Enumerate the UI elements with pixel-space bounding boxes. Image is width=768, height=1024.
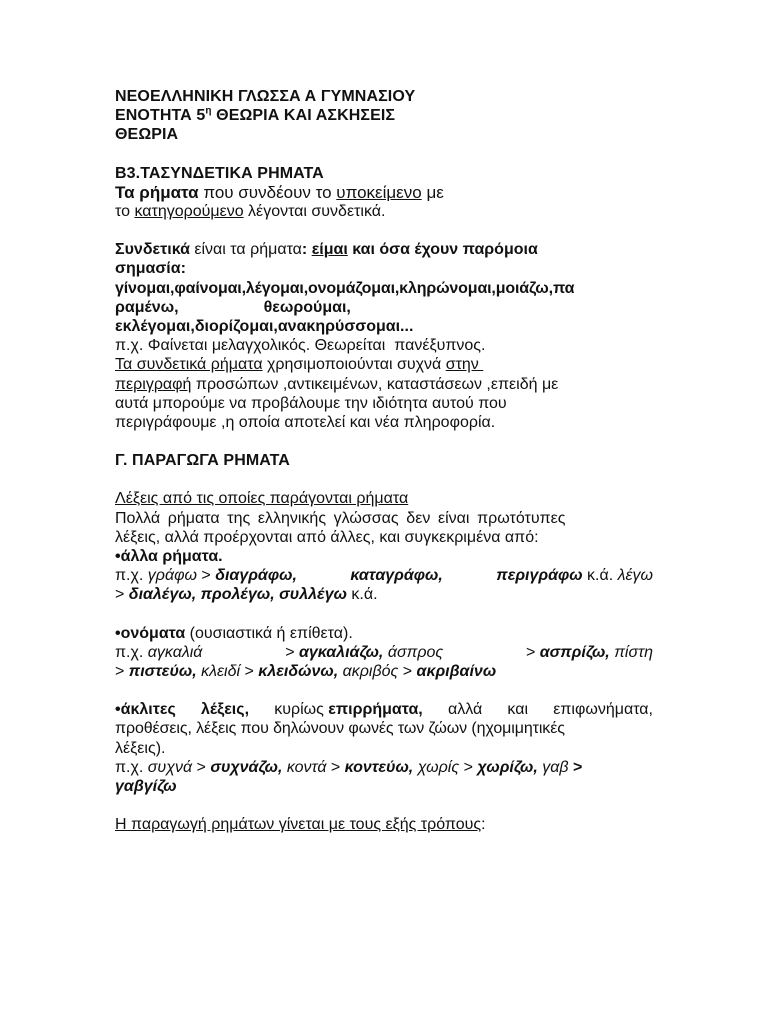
b3-term-description: περιγραφή	[115, 375, 192, 393]
g-example-group: π.χ. αγκαλιά	[115, 643, 203, 661]
g-example-group: περιγράφω κ.ά. λέγω	[496, 567, 653, 585]
b3-text: με	[421, 182, 444, 202]
g-intro-text: Πολλά ρήματα της ελληνικής γλώσσας δεν είναι πρωτότυπες	[115, 509, 566, 527]
g-bullet-indeclinable-example-1: π.χ. συχνά > συχνάζω, κοντά > κοντεύω, χωρίς > χωρίζω, γαβ >	[115, 758, 583, 776]
b3-text-bold: και όσα έχουν παρόμοια	[347, 241, 538, 259]
g-bullet-indeclinable: •άκλιτες λέξεις, κυρίως επιρρήματα, αλλά και επιφωνήματα,	[115, 701, 653, 719]
g-closing: Η παραγωγή ρημάτων γίνεται με τους εξής τρόπους:	[115, 816, 486, 834]
b3-text: χρησιμοποιούνται συχνά	[262, 356, 446, 374]
b3-example: π.χ. Φαίνεται μελαγχολικός. Θεωρείται πανέξυπνος.	[115, 337, 486, 355]
b3-term-copular-verbs: Τα συνδετικά ρήματα	[115, 356, 263, 374]
g-bullet-indeclinable-example-2: γαβγίζω	[115, 778, 177, 796]
section-b3-title: Β3.ΤΑΣΥΝΔΕΤΙΚΑ ΡΗΜΑΤΑ	[115, 164, 324, 182]
b3-term-verbs: Τα ρήματα	[115, 182, 199, 202]
b3-usage-4: περιγράφουμε ,η οποία αποτελεί και νέα πληροφορία.	[115, 414, 496, 432]
g-example-group: > αγκαλιάζω, άσπρος	[285, 643, 444, 661]
g-example-word: καταγράφω,	[350, 567, 443, 585]
b3-term-subject: υποκείμενο	[336, 182, 422, 202]
g-bullet-indeclinable-2: προθέσεις, λέξεις που δηλώνουν φωνές των ζώων (ηχομιμητικές	[115, 720, 565, 738]
g-intro-1	[115, 509, 653, 528]
b3-usage-1	[115, 355, 653, 374]
g-bullet-verbs: •άλλα ρήματα.	[115, 548, 223, 566]
b3-text: που συνδέουν το	[198, 182, 337, 202]
b3-paragraph-2	[115, 202, 653, 221]
b3-term-eimai: είμαι	[311, 241, 348, 259]
b3-verb: θεωρούμαι,	[263, 298, 351, 316]
b3-usage-2	[115, 375, 653, 394]
g-bullet-nouns-example-2: > πιστεύω, κλειδί > κλειδώνω, ακριβός > ακριβαίνω	[115, 663, 497, 681]
b3-text: προσώπων ,αντικειμένων, καταστάσεων ,επειδή με	[191, 375, 559, 393]
b3-paragraph-1	[115, 183, 653, 202]
b3-term-predicate: κατηγορούμενο	[134, 203, 244, 221]
section-g-title: Γ. ΠΑΡΑΓΩΓΑ ΡΗΜΑΤΑ	[115, 452, 290, 470]
header-line-1: ΝΕΟΕΛΛΗΝΙΚΗ ΓΛΩΣΣΑ Α ΓΥΜΝΑΣΙΟΥ	[115, 88, 416, 105]
b3-text: το	[115, 203, 135, 221]
header-unit-superscript: η	[205, 105, 212, 117]
g-bullet-indeclinable-3: λέξεις).	[115, 739, 166, 757]
header-unit: ΕΝΟΤΗΤΑ 5	[115, 107, 206, 125]
b3-meaning: σημασία:	[115, 260, 186, 278]
b3-text: είναι τα ρήματα	[189, 241, 302, 259]
document-page	[115, 87, 653, 835]
b3-paragraph-3	[115, 240, 653, 259]
g-example-group: > ασπρίζω, πίστη	[525, 643, 653, 661]
header-unit-title: ΘΕΩΡΙΑ ΚΑΙ ΑΣΚΗΣΕΙΣ	[211, 107, 396, 125]
header-line-2	[115, 106, 653, 125]
g-subtitle: Λέξεις από τις οποίες παράγονται ρήματα	[115, 490, 409, 508]
b3-verb: ραμένω,	[115, 298, 179, 316]
b3-term-copular: Συνδετικά	[115, 241, 190, 259]
g-bullet-nouns: •ονόματα (ουσιαστικά ή επίθετα).	[115, 624, 353, 642]
b3-verb-list-3: εκλέγομαι,διορίζομαι,ανακηρύσσομαι...	[115, 318, 414, 336]
g-bullet-verbs-example-1	[115, 566, 653, 585]
g-intro-2: λέξεις, αλλά προέρχονται από άλλες, και συγκεκριμένα από:	[115, 528, 539, 546]
g-bullet-nouns-example-1	[115, 643, 653, 662]
b3-term-in-the: στην	[445, 356, 484, 374]
header-line-3: ΘΕΩΡΙΑ	[115, 126, 179, 144]
g-example-group: π.χ. γράφω > διαγράφω,	[115, 567, 297, 585]
g-bullet-verbs-example-2: > διαλέγω, προλέγω, συλλέγω κ.ά.	[115, 586, 378, 604]
b3-verb-list-2	[115, 298, 653, 317]
b3-colon: :	[301, 241, 312, 259]
b3-text: λέγονται συνδετικά.	[243, 203, 386, 221]
b3-verb-list-1: γίνομαι,φαίνομαι,λέγομαι,ονομάζομαι,κληρώνομαι,μοιάζω,πα	[115, 279, 575, 297]
b3-usage-3: αυτά μπορούμε να προβάλουμε την ιδιότητα αυτού που	[115, 394, 507, 412]
g-text-group: κυρίως επιρρήματα,	[274, 701, 423, 719]
